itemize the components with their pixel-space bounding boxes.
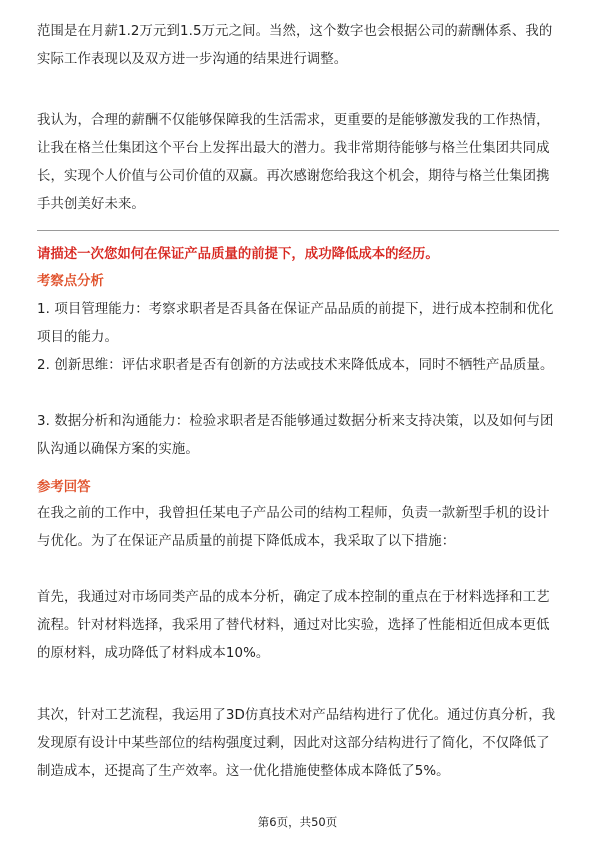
answer-paragraph-3: 其次，针对工艺流程，我运用了3D仿真技术对产品结构进行了优化。通过仿真分析，我发现原有设计中某些部位的结构强度过剩，因此对这部分结构进行了简化，不仅降低了制造成本，还提高了生产效率。这一优化措施使整体成本降低了5%。 bbox=[37, 708, 556, 779]
answer-paragraph-2: 首先，我通过对市场同类产品的成本分析，确定了成本控制的重点在于材料选择和工艺流程。针对材料选择，我采用了替代材料，通过对比实验，选择了性能相近但成本更低的原材料，成功降低了材料成本10%。 bbox=[37, 590, 550, 661]
analysis-item-2: 2. 创新思维：评估求职者是否有创新的方法或技术来降低成本，同时不牺牲产品质量。 bbox=[37, 358, 554, 373]
analysis-item-3: 3. 数据分析和沟通能力：检验求职者是否能够通过数据分析来支持决策，以及如何与团队沟通以确保方案的实施。 bbox=[37, 414, 554, 457]
intro-paragraph-2: 我认为，合理的薪酬不仅能够保障我的生活需求，更重要的是能够激发我的工作热情，让我在格兰仕集团这个平台上发挥出最大的潜力。我非常期待能够与格兰仕集团共同成长，实现个人价值与公司价值的双赢。再次感谢您给我这个机会，期待与格兰仕集团携手共创美好未来。 bbox=[37, 113, 550, 212]
analysis-title: 考察点分析 bbox=[37, 274, 104, 289]
intro-paragraph-1: 范围是在月薪1.2万元到1.5万元之间。当然，这个数字也会根据公司的薪酬体系、我的实际工作表现以及双方进一步沟通的结果进行调整。 bbox=[37, 24, 553, 67]
answer-paragraph-1: 在我之前的工作中，我曾担任某电子产品公司的结构工程师，负责一款新型手机的设计与优化。为了在保证产品质量的前提下降低成本，我采取了以下措施： bbox=[37, 506, 550, 549]
section-divider bbox=[37, 230, 559, 231]
analysis-item-1: 1. 项目管理能力：考察求职者是否具备在保证产品品质的前提下，进行成本控制和优化项目的能力。 bbox=[37, 302, 554, 345]
answer-title: 参考回答 bbox=[37, 480, 91, 495]
interview-question: 请描述一次您如何在保证产品质量的前提下，成功降低成本的经历。 bbox=[37, 247, 439, 262]
page-number: 第6页，共50页 bbox=[257, 815, 338, 829]
